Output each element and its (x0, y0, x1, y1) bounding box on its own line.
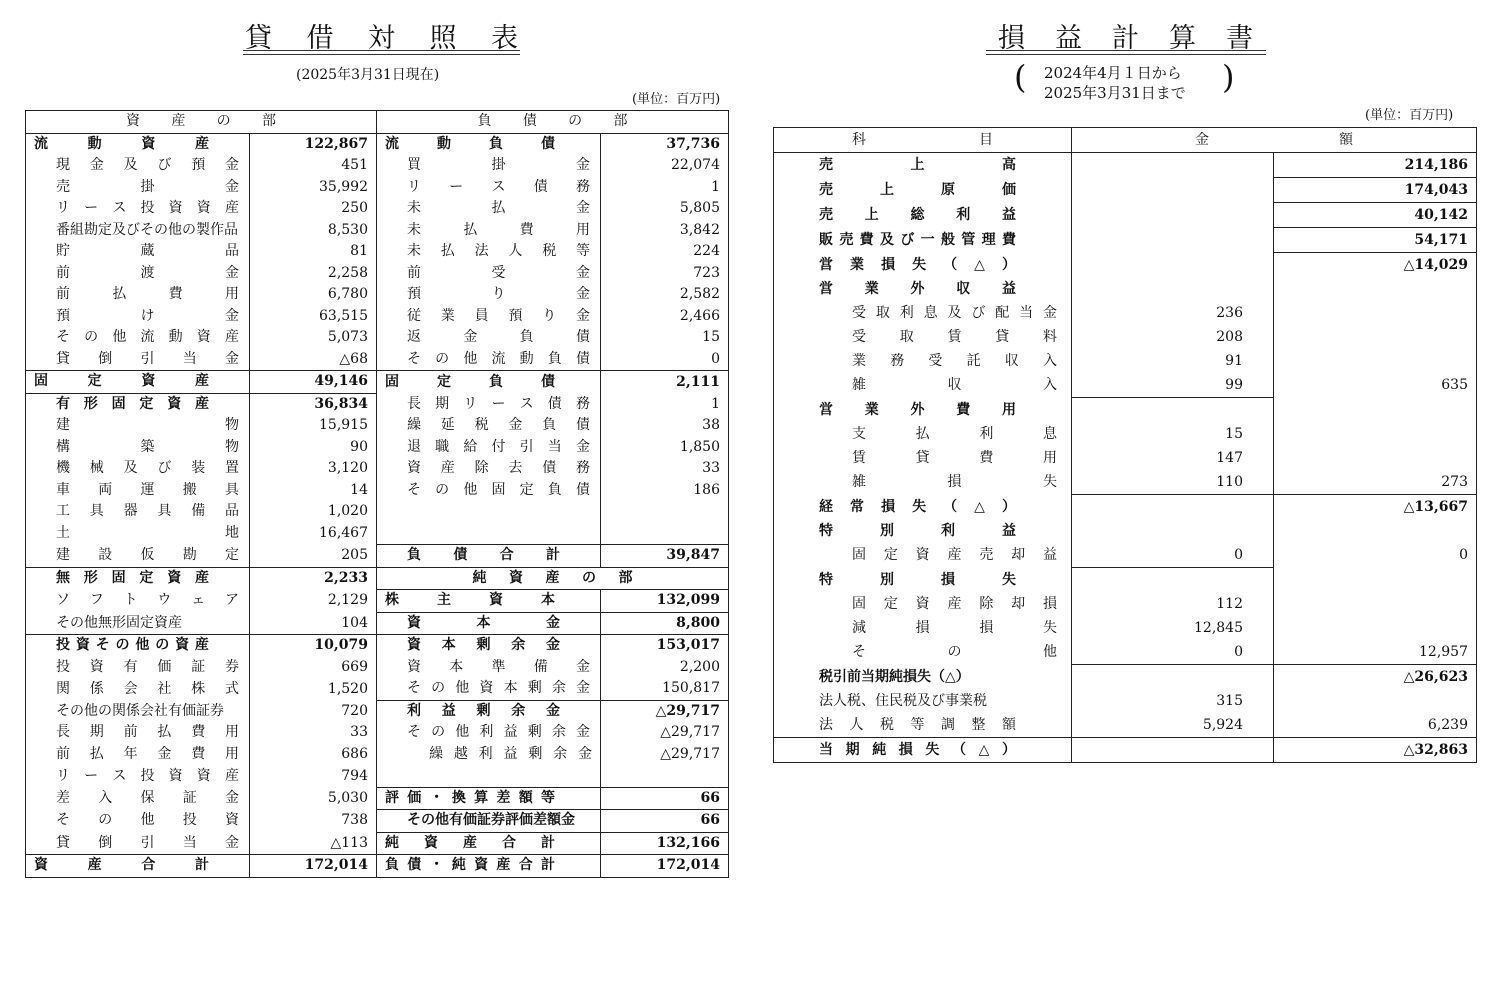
assets-section-header: 資 産 の 部 (126, 113, 276, 130)
asset-value: △113 (250, 832, 377, 855)
liability-label: 未 払 費 用 (407, 221, 590, 238)
bs-row (26, 306, 729, 328)
bs-row (26, 437, 729, 459)
pl-mid-value (1072, 495, 1274, 520)
net-assets-section-header: 純 資 産 の 部 (472, 569, 633, 586)
bs-row (26, 855, 729, 878)
pl-row (774, 253, 1477, 278)
liability-label: 固 定 負 債 (385, 373, 555, 390)
asset-label: 現 金 及 び 預 金 (56, 157, 239, 174)
pl-row (774, 738, 1477, 763)
bs-row (26, 415, 729, 437)
bs-header-row (26, 111, 729, 134)
asset-label: 構 築 物 (56, 438, 239, 455)
asset-value: 1,520 (250, 678, 377, 700)
pl-mid-value: 147 (1072, 446, 1274, 470)
pl-mid-value (1072, 519, 1274, 543)
pl-total-value: 0 (1459, 547, 1468, 564)
bs-row (26, 700, 729, 722)
asset-label: 貸 倒 引 当 金 (56, 834, 239, 851)
liability-label: 返 金 負 債 (407, 329, 590, 346)
asset-value: 5,073 (250, 327, 377, 349)
bs-row (26, 284, 729, 306)
asset-label: 土 地 (56, 525, 239, 541)
pl-header-amount: 金 額 (1195, 132, 1353, 148)
asset-value: 2,129 (250, 590, 377, 613)
asset-value: 49,146 (250, 371, 377, 394)
asset-label: その他の関係会社有価証券 (56, 702, 224, 719)
pl-row (774, 301, 1477, 325)
liability-value: 186 (693, 481, 720, 498)
liability-value: 723 (693, 264, 720, 281)
liability-label: 前 受 金 (407, 264, 590, 281)
pl-total-value (1274, 446, 1477, 470)
liability-value: 224 (693, 243, 720, 260)
bs-row (26, 458, 729, 480)
bs-row (26, 787, 729, 810)
pl-mid-value (1072, 253, 1274, 278)
liability-label: 預 り 金 (407, 286, 590, 303)
asset-label: 差 入 保 証 金 (56, 789, 239, 806)
bs-row (26, 810, 729, 833)
liability-value: 132,166 (601, 832, 729, 855)
pl-row (774, 349, 1477, 373)
pl-title-underline (986, 50, 1266, 55)
pl-label: そ の 他 (852, 644, 1057, 661)
pl-total-value: △13,667 (1403, 499, 1468, 515)
pl-total-value (1274, 568, 1477, 593)
pl-mid-value (1072, 203, 1274, 228)
bs-row (26, 612, 729, 635)
liability-value: 5,805 (679, 200, 720, 217)
pl-mid-value (1072, 665, 1274, 690)
liability-value: 2,111 (601, 371, 729, 394)
pl-label: 販 売 費 及 び 一 般 管 理 費 (819, 232, 1016, 248)
bs-row (26, 545, 729, 568)
pl-label: 売 上 総 利 益 (819, 207, 1016, 223)
pl-total-value (1274, 301, 1477, 325)
asset-value: 451 (250, 155, 377, 177)
pl-label: 税引前当期純損失（△） (819, 668, 970, 685)
pl-label: 賃 貸 費 用 (852, 450, 1057, 466)
bs-row (26, 263, 729, 285)
pl-row (774, 446, 1477, 470)
pl-mid-value: 315 (1072, 689, 1274, 713)
liability-label: その他有価証券評価差額金 (407, 812, 575, 829)
asset-value: 14 (250, 480, 377, 502)
pl-total-value (1274, 616, 1477, 640)
asset-label: 投 資 そ の 他 の 資 産 (56, 637, 209, 654)
pl-row (774, 543, 1477, 568)
asset-label: 建 設 仮 勘 定 (56, 547, 239, 563)
asset-value: 205 (250, 545, 377, 568)
asset-label: 投 資 有 価 証 券 (56, 658, 239, 675)
bs-row (26, 133, 729, 155)
pl-label: 営 業 外 費 用 (819, 401, 1016, 418)
liability-label: 評 価 ・ 換 算 差 額 等 (385, 789, 555, 806)
liability-label: 株 主 資 本 (385, 592, 555, 609)
liability-label: 退 職 給 付 引 当 金 (407, 438, 590, 455)
pl-total-value: 214,186 (1274, 153, 1477, 178)
asset-value: 16,467 (250, 523, 377, 545)
liability-label: 資 本 準 備 金 (407, 658, 590, 675)
bs-row (26, 765, 729, 787)
liability-value: 66 (601, 787, 729, 810)
asset-label: 車 両 運 搬 具 (56, 481, 239, 498)
liabilities-section-header: 負 債 の 部 (477, 113, 628, 130)
pl-title-text: 損 益 計 算 書 (998, 23, 1253, 54)
pl-label: 売 上 高 (819, 157, 1016, 174)
pl-total-value (1274, 422, 1477, 446)
pl-label: 営 業 外 収 益 (819, 281, 1016, 297)
pl-label: 受 取 賃 貸 料 (852, 329, 1057, 345)
bs-row (26, 480, 729, 502)
liability-label: 資 産 除 去 債 務 (407, 460, 590, 477)
liability-value: 2,200 (679, 658, 720, 675)
liability-value: △29,717 (601, 700, 729, 722)
pl-total-value: △32,863 (1274, 738, 1477, 763)
pl-header-row (774, 128, 1477, 153)
pl-label: 受 取 利 息 及 び 配 当 金 (852, 305, 1057, 321)
liability-value (601, 523, 729, 545)
asset-label: 建 物 (56, 417, 239, 434)
asset-value: 15,915 (250, 415, 377, 437)
asset-label: 資 産 合 計 (34, 857, 209, 874)
asset-value: 8,530 (250, 220, 377, 242)
asset-label: リ ー ス 投 資 資 産 (56, 767, 239, 784)
liability-value: 15 (702, 329, 720, 346)
liability-value: 1,850 (679, 438, 720, 455)
pl-row (774, 689, 1477, 713)
pl-label: 営 業 損 失 （ △ ） (819, 256, 1016, 273)
bs-row (26, 371, 729, 394)
pl-total-value: 273 (1274, 470, 1477, 495)
liability-label: 従 業 員 預 り 金 (407, 307, 590, 324)
asset-label: 貸 倒 引 当 金 (56, 350, 239, 367)
liability-value: 38 (702, 417, 720, 434)
pl-mid-value (1072, 228, 1274, 253)
pl-unit: (単位：百万円) (1365, 108, 1454, 123)
liability-value: 8,800 (601, 612, 729, 635)
asset-value: 81 (250, 241, 377, 263)
liability-value: 22,074 (671, 157, 720, 174)
pl-period-to: 2025年3月31日まで (1044, 84, 1186, 102)
asset-label: そ の 他 投 資 (56, 812, 239, 829)
asset-value: 794 (250, 765, 377, 787)
asset-label: 長 期 前 払 費 用 (56, 724, 239, 741)
asset-label: 番組勘定及びその他の製作品 (56, 221, 238, 238)
pl-row (774, 470, 1477, 495)
liability-label: そ の 他 資 本 剰 余 金 (407, 680, 590, 697)
asset-value: 3,120 (250, 458, 377, 480)
liability-label: リ ー ス 債 務 (407, 178, 590, 195)
liability-value (601, 501, 729, 523)
liability-label: そ の 他 利 益 剰 余 金 (407, 724, 590, 741)
pl-total-value: 54,171 (1274, 228, 1477, 253)
asset-label: 前 渡 金 (56, 264, 239, 281)
liability-label: 繰 延 税 金 負 債 (407, 417, 590, 434)
pl-mid-value: 110 (1072, 470, 1274, 495)
asset-value: 63,515 (250, 306, 377, 328)
asset-label: 無 形 固 定 資 産 (56, 570, 209, 586)
liability-value: 3,842 (679, 221, 720, 238)
pl-row (774, 592, 1477, 616)
liability-label: 純 資 産 合 計 (385, 834, 555, 851)
pl-total-value: 635 (1441, 377, 1468, 394)
pl-row (774, 640, 1477, 665)
pl-row (774, 373, 1477, 398)
liability-value: 0 (711, 350, 720, 367)
asset-label: リ ー ス 投 資 資 産 (56, 200, 239, 217)
bs-row (26, 523, 729, 545)
asset-value: 104 (250, 612, 377, 635)
pl-period-from: 2024年4月１日から (1044, 64, 1182, 82)
asset-value: 5,030 (250, 787, 377, 810)
liability-label: 利 益 剰 余 金 (407, 702, 560, 719)
pl-row (774, 203, 1477, 228)
asset-label: 預 け 金 (56, 307, 239, 324)
asset-value: 33 (250, 722, 377, 744)
bs-row (26, 327, 729, 349)
asset-label: 工 具 器 具 備 品 (56, 503, 239, 520)
pl-mid-value: 12,845 (1072, 616, 1274, 640)
pl-total-value: △14,029 (1403, 257, 1468, 273)
asset-label: その他無形固定資産 (56, 614, 182, 631)
liability-label: 繰 越 利 益 剰 余 金 (429, 745, 592, 762)
pl-row (774, 153, 1477, 178)
pl-label: 固 定 資 産 売 却 益 (852, 547, 1057, 564)
pl-total-value (1274, 689, 1477, 713)
pl-total-value (1274, 349, 1477, 373)
liability-value: 2,582 (679, 286, 720, 303)
liability-label: そ の 他 固 定 負 債 (407, 481, 590, 498)
pl-mid-value (1072, 153, 1274, 178)
pl-total-value: 40,142 (1274, 203, 1477, 228)
asset-value: 2,233 (250, 567, 377, 590)
asset-value: 35,992 (250, 177, 377, 199)
pl-mid-value: 208 (1072, 325, 1274, 349)
asset-value: 10,079 (250, 635, 377, 657)
asset-value: 172,014 (250, 855, 377, 878)
liability-label: そ の 他 流 動 負 債 (407, 350, 590, 367)
liability-value (601, 765, 729, 787)
liability-value: 150,817 (662, 680, 720, 697)
liability-label: 資 本 剰 余 金 (407, 637, 560, 654)
liability-value: △29,717 (660, 724, 720, 741)
pl-mid-value: 112 (1072, 592, 1274, 616)
pl-mid-value (1072, 568, 1274, 593)
bs-row (26, 393, 729, 415)
pl-label: 減 損 損 失 (852, 620, 1057, 636)
asset-label: 関 係 会 社 株 式 (56, 680, 239, 697)
pl-label: 固 定 資 産 除 却 損 (852, 596, 1057, 612)
pl-total-value: 174,043 (1274, 178, 1477, 203)
pl-mid-value: 15 (1072, 422, 1274, 446)
pl-row (774, 616, 1477, 640)
pl-total-value: 12,957 (1274, 640, 1477, 665)
pl-mid-value: 0 (1072, 543, 1274, 568)
bs-row (26, 590, 729, 613)
bs-row (26, 744, 729, 766)
asset-value: 90 (250, 437, 377, 459)
pl-mid-value (1072, 178, 1274, 203)
pl-row (774, 665, 1477, 690)
bs-row (26, 635, 729, 657)
pl-mid-value (1072, 277, 1274, 301)
pl-label: 雑 収 入 (852, 377, 1057, 394)
liability-value: 37,736 (666, 135, 720, 152)
pl-total-value (1274, 277, 1477, 301)
pl-total-value: △26,623 (1403, 669, 1468, 685)
pl-row (774, 713, 1477, 738)
pl-row (774, 398, 1477, 423)
pl-label: 雑 損 失 (852, 474, 1057, 491)
liability-value: 132,099 (601, 590, 729, 613)
pl-label: 法人税、住民税及び事業税 (819, 693, 987, 709)
asset-label: ソ フ ト ウ ェ ア (56, 592, 239, 609)
liability-value: 153,017 (601, 635, 729, 657)
bs-row (26, 832, 729, 855)
asset-value: 686 (250, 744, 377, 766)
asset-label: 前 払 年 金 費 用 (56, 745, 239, 762)
asset-value: 6,780 (250, 284, 377, 306)
liability-label: 負 債 ・ 純 資 産 合 計 (385, 857, 555, 874)
asset-label: そ の 他 流 動 資 産 (56, 329, 239, 346)
pl-row (774, 228, 1477, 253)
bs-row (26, 657, 729, 679)
pl-total-value: 6,239 (1274, 713, 1477, 738)
asset-value: 2,258 (250, 263, 377, 285)
pl-mid-value: 0 (1072, 640, 1274, 665)
pl-row (774, 325, 1477, 349)
asset-label: 機 械 及 び 装 置 (56, 460, 239, 477)
pl-label: 法 人 税 等 調 整 額 (819, 717, 1016, 733)
asset-label: 売 掛 金 (56, 178, 239, 195)
pl-label: 売 上 原 価 (819, 182, 1016, 198)
liability-value: 2,466 (679, 307, 720, 324)
asset-label: 貯 蔵 品 (56, 243, 239, 260)
bs-row (26, 678, 729, 700)
bs-row (26, 220, 729, 242)
asset-value: 669 (250, 657, 377, 679)
bs-row (26, 177, 729, 199)
balance-sheet-table (25, 110, 729, 878)
asset-label: 前 払 費 用 (56, 286, 239, 303)
liability-value: 33 (702, 460, 720, 477)
liability-label: 買 掛 金 (407, 157, 590, 174)
liability-value: 172,014 (601, 855, 729, 878)
asset-value: 250 (250, 198, 377, 220)
pl-label: 業 務 受 託 収 入 (852, 353, 1057, 369)
asset-value: 738 (250, 810, 377, 833)
liability-label: 未 払 法 人 税 等 (407, 243, 590, 260)
asset-label: 有 形 固 定 資 産 (56, 395, 209, 412)
bs-row (26, 349, 729, 371)
pl-total-value (1274, 398, 1477, 423)
liability-value: △29,717 (660, 745, 720, 762)
bs-date: (2025年3月31日現在) (296, 67, 440, 83)
bs-unit: (単位：百万円) (632, 92, 721, 107)
bs-title-text: 貸 借 対 照 表 (245, 23, 518, 54)
asset-value: 36,834 (250, 393, 377, 415)
pl-mid-value: 91 (1072, 349, 1274, 373)
pl-label: 当 期 純 損 失 （ △ ） (819, 742, 1016, 758)
asset-value: 1,020 (250, 501, 377, 523)
liability-value: 39,847 (601, 545, 729, 568)
pl-mid-value (1072, 398, 1274, 423)
liability-label: 資 本 金 (407, 614, 560, 631)
pl-label: 経 常 損 失 （ △ ） (819, 498, 1016, 515)
liability-label: 負 債 合 計 (407, 547, 560, 564)
bs-row (26, 501, 729, 523)
pl-total-value (1274, 592, 1477, 616)
asset-label: 流 動 資 産 (34, 135, 209, 152)
asset-value: △68 (250, 349, 377, 371)
liability-label: 未 払 金 (407, 200, 590, 217)
pl-label: 特 別 損 失 (819, 571, 1016, 588)
bs-row (26, 198, 729, 220)
bs-title-underline (243, 50, 520, 55)
pl-header-item: 科 目 (852, 132, 993, 148)
pl-total-value (1274, 325, 1477, 349)
liability-label: 流 動 負 債 (385, 135, 555, 152)
pl-label: 支 払 利 息 (852, 426, 1057, 442)
liability-label: 長 期 リ ー ス 債 務 (407, 395, 590, 412)
asset-value: 122,867 (250, 133, 377, 155)
pl-mid-value: 5,924 (1072, 713, 1274, 738)
liability-value: 66 (601, 810, 729, 833)
pl-period-open-paren: ( (1014, 58, 1027, 96)
pl-mid-value: 236 (1072, 301, 1274, 325)
asset-label: 固 定 資 産 (34, 373, 209, 390)
bs-row (26, 722, 729, 744)
pl-period-close-paren: ) (1222, 58, 1235, 96)
pl-mid-value (1072, 738, 1274, 763)
bs-row (26, 567, 729, 590)
asset-value: 720 (250, 700, 377, 722)
income-statement-table (773, 127, 1477, 763)
pl-label: 特 別 利 益 (819, 523, 1016, 539)
liability-value: 1 (711, 178, 720, 195)
pl-row (774, 178, 1477, 203)
pl-row (774, 495, 1477, 520)
pl-row (774, 568, 1477, 593)
pl-total-value (1274, 519, 1477, 543)
bs-row (26, 155, 729, 177)
pl-row (774, 277, 1477, 301)
pl-row (774, 519, 1477, 543)
liability-value: 1 (711, 395, 720, 412)
bs-row (26, 241, 729, 263)
pl-row (774, 422, 1477, 446)
pl-mid-value: 99 (1072, 373, 1274, 398)
